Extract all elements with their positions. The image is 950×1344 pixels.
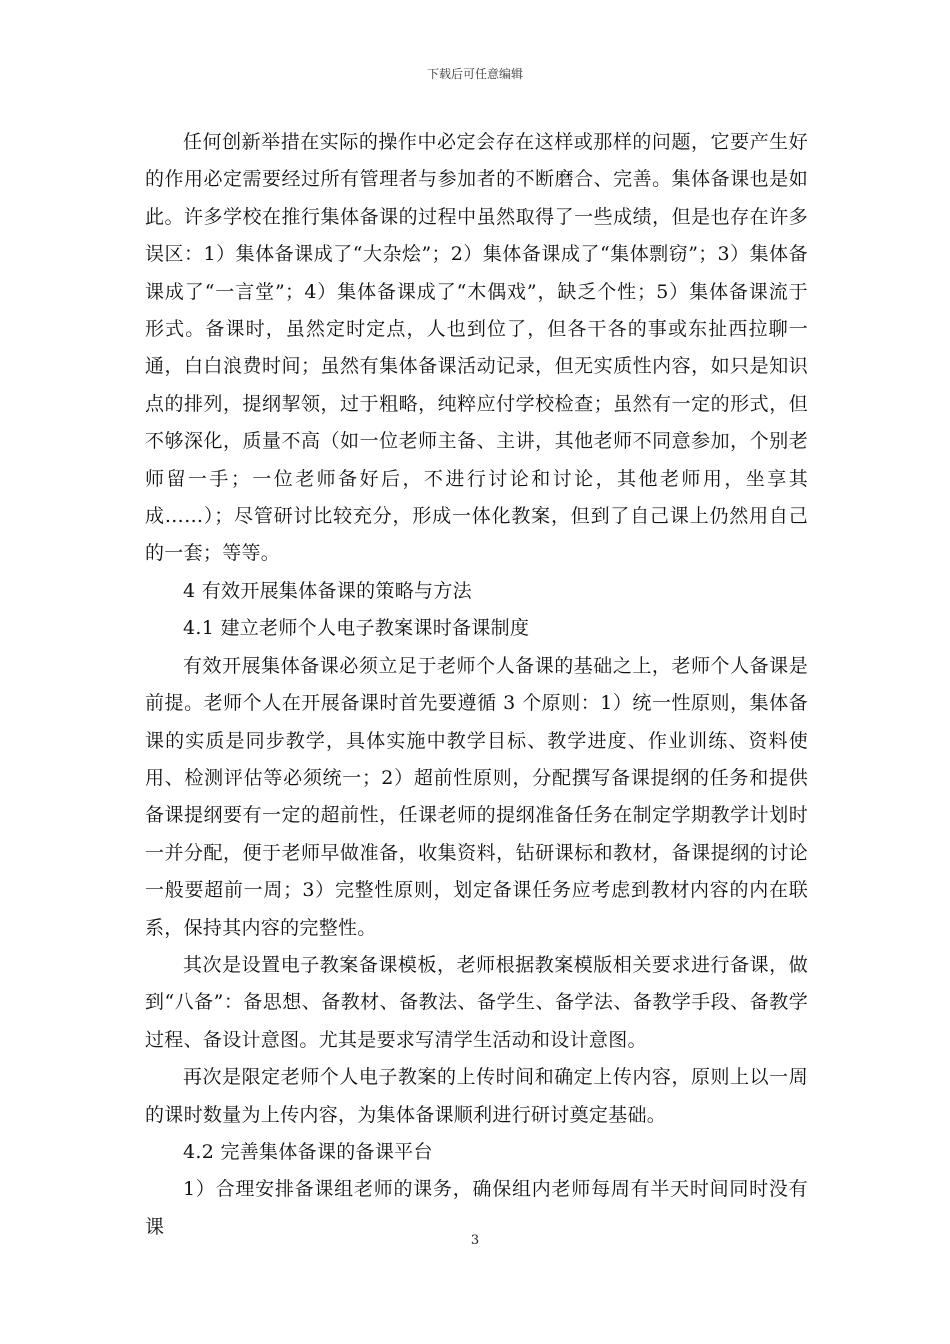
page-number: 3 — [470, 1233, 480, 1248]
document-body — [145, 124, 808, 1246]
section-heading-4: 4 有效开展集体备课的策略与方法 — [183, 579, 472, 602]
subsection-heading-4-1: 4.1 建立老师个人电子教案课时备课制度 — [183, 617, 530, 640]
subsection-heading-4-2: 4.2 完善集体备课的备课平台 — [183, 1140, 433, 1163]
paragraph-misconceptions: 任何创新举措在实际的操作中必定会存在这样或那样的问题，它要产生好的作用必定需要经过所有管理者与参加者的不断磨合、完善。集体备课也是如此。许多学校在推行集体备课的过程中虽然取得了一些成绩，但是也存在许多误区：1）集体备课成了“大杂烩”；2）集体备课成了“集体剽窃”；3）集体备课成了“一言堂”；4）集体备课成了“木偶戏”，缺乏个性；5）集体备课流于形式。备课时，虽然定时定点，人也到位了，但各干各的事或东扯西拉聊一通，白白浪费时间；虽然有集体备课活动记录，但无实质性内容，如只是知识点的排列，提纲挈领，过于粗略，纯粹应付学校检查；虽然有一定的形式，但不够深化，质量不高（如一位老师主备、主讲，其他老师不同意参加，个别老师留一手；一位老师备好后，不进行讨论和讨论，其他老师用，坐享其成……）；尽管研讨比较充分，形成一体化教案，但到了自己课上仍然用自己的一套；等等。 — [145, 131, 808, 565]
paragraph-template: 其次是设置电子教案备课模板，老师根据教案模版相关要求进行备课，做到“八备”：备思想、备教材、备教法、备学生、备学法、备教学手段、备教学过程、备设计意图。尤其是要求写清学生活动和设计意图。 — [145, 953, 808, 1051]
paragraph-upload-time: 再次是限定老师个人电子教案的上传时间和确定上传内容，原则上以一周的课时数量为上传内容，为集体备课顺利进行研讨奠定基础。 — [145, 1066, 808, 1126]
paragraph-three-principles: 有效开展集体备课必须立足于老师个人备课的基础之上，老师个人备课是前提。老师个人在开展备课时首先要遵循 3 个原则：1）统一性原则，集体备课的实质是同步教学，具体实施中教学目标、教学进度、作业训练、资料使用、检测评估等必须统一；2）超前性原则，分配撰写备课提纲的任务和提供备课提纲要有一定的超前性，任课老师的提纲准备任务在制定学期教学计划时一并分配，便于老师早做准备，收集资料，钻研课标和教材，备课提纲的讨论一般要超前一周；3）完整性原则，划定备课任务应考虑到教材内容的内在联系，保持其内容的完整性。 — [145, 654, 808, 939]
page-header: 下载后可任意编辑 — [426, 67, 523, 81]
paragraph-scheduling: 1）合理安排备课组老师的课务，确保组内老师每周有半天时间同时没有课 — [145, 1178, 808, 1238]
